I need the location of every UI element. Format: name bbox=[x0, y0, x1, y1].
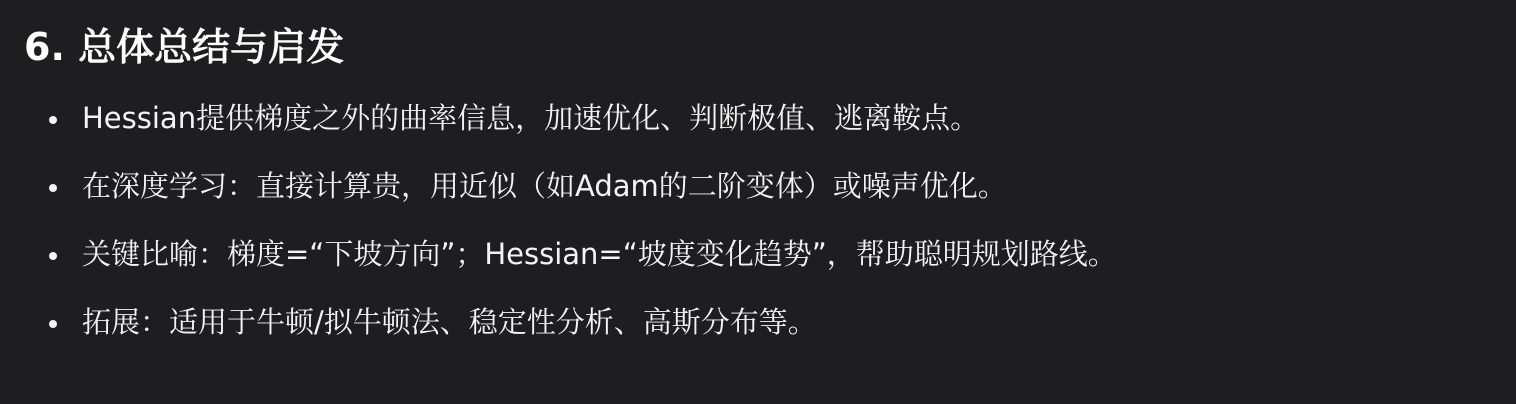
bullet-icon bbox=[49, 320, 57, 328]
list-item bbox=[24, 220, 1516, 288]
bullet-icon bbox=[49, 184, 57, 192]
list-item-text: Hessian提供梯度之外的曲率信息，加速优化、判断极值、逃离鞍点。 bbox=[82, 101, 980, 135]
bullet-icon bbox=[49, 116, 57, 124]
list-item bbox=[24, 152, 1516, 220]
list-item-text: 关键比喻：梯度=“下坡方向”；Hessian=“坡度变化趋势”，帮助聪明规划路线。 bbox=[82, 237, 1117, 271]
list-item bbox=[24, 84, 1516, 152]
list-item-text: 在深度学习：直接计算贵，用近似（如Adam的二阶变体）或噪声优化。 bbox=[82, 169, 1007, 203]
list-item-text: 拓展：适用于牛顿/拟牛顿法、稳定性分析、高斯分布等。 bbox=[82, 305, 817, 339]
list-item bbox=[24, 288, 1516, 356]
bullet-icon bbox=[49, 252, 57, 260]
section-heading: 6. 总体总结与启发 bbox=[24, 25, 345, 69]
summary-list bbox=[24, 84, 1516, 356]
